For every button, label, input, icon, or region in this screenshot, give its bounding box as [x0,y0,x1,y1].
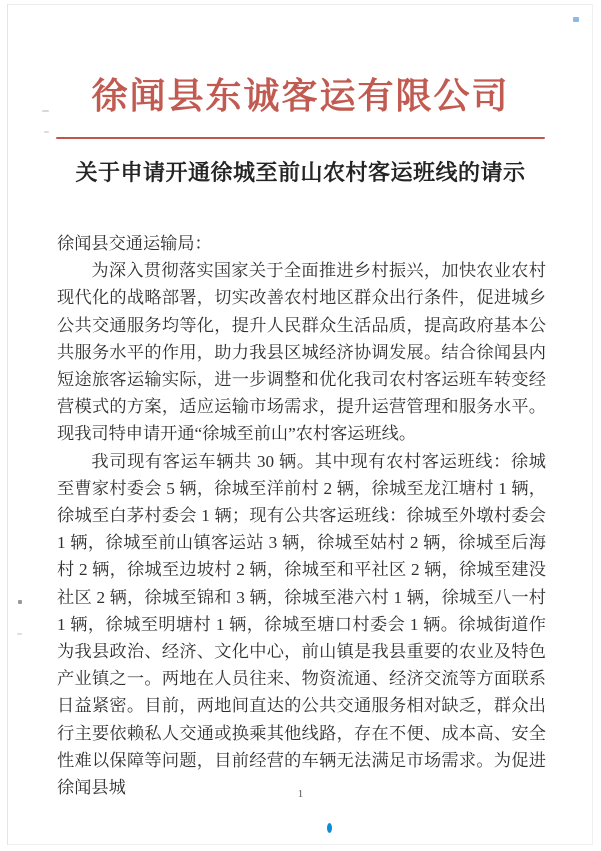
scan-artifact-speck [18,600,22,604]
scan-artifact-blue-mark [327,823,332,833]
document-body [57,230,546,801]
page-number-footer: 1 [297,788,304,800]
scan-artifact-speck [17,633,22,635]
body-paragraph-1: 为深入贯彻落实国家关于全面推进乡村振兴，加快农业农村现代化的战略部署，切实改善农村地区群众出行条件，促进城乡公共交通服务均等化，提升人民群众生活品质，提高政府基本公共服务水平的作用，助力我县区城经济协调发展。结合徐闻县内短途旅客运输实际，进一步调整和优化我司农村客运班车转变经营模式的方案，适应运输市场需求，提升运营管理和服务水平。现我司特申请开通“徐城至前山”农村客运班线。 [57,261,546,444]
addressee-line: 徐闻县交通运输局： [57,234,212,253]
document-title: 关于申请开通徐城至前山农村客运班线的请示 [75,160,526,185]
scan-artifact-speck [44,131,49,133]
red-divider-rule [56,137,545,139]
body-paragraph-2: 我司现有客运车辆共 30 辆。其中现有农村客运班线：徐城至曹家村委会 5 辆，徐城至洋前村 2 辆，徐城至龙江塘村 1 辆，徐城至白茅村委会 1 辆；现有公共客运班线：徐城至外墩村委会 1 辆，徐城至前山镇客运站 3 辆，徐城至姑村 2 辆，徐城至后海村 2 辆，徐城至边坡村 2 辆，徐城至和平社区 2 辆，徐城至建没社区 2 辆，徐城至锦和 3 辆，徐城至港六村 1 辆，徐城至八一村 1 辆，徐城至明塘村 1 辆，徐城至塘口村委会 1 辆。徐城街道作为我县政治、经济、文化中心，前山镇是我县重要的农业及特色产业镇之一。两地在人员往来、物资流通、经济交流等方面联系日益紧密。目前，两地间直达的公共交通服务相对缺乏，群众出行主要依赖私人交通或换乘其他线路，存在不便、成本高、安全性难以保障等问题，目前经营的车辆无法满足市场需求。为促进徐闻县城 [57,451,546,798]
company-name-heading: 徐闻县东诚客运有限公司 [91,76,510,116]
scan-artifact-blue-speck [573,17,579,22]
